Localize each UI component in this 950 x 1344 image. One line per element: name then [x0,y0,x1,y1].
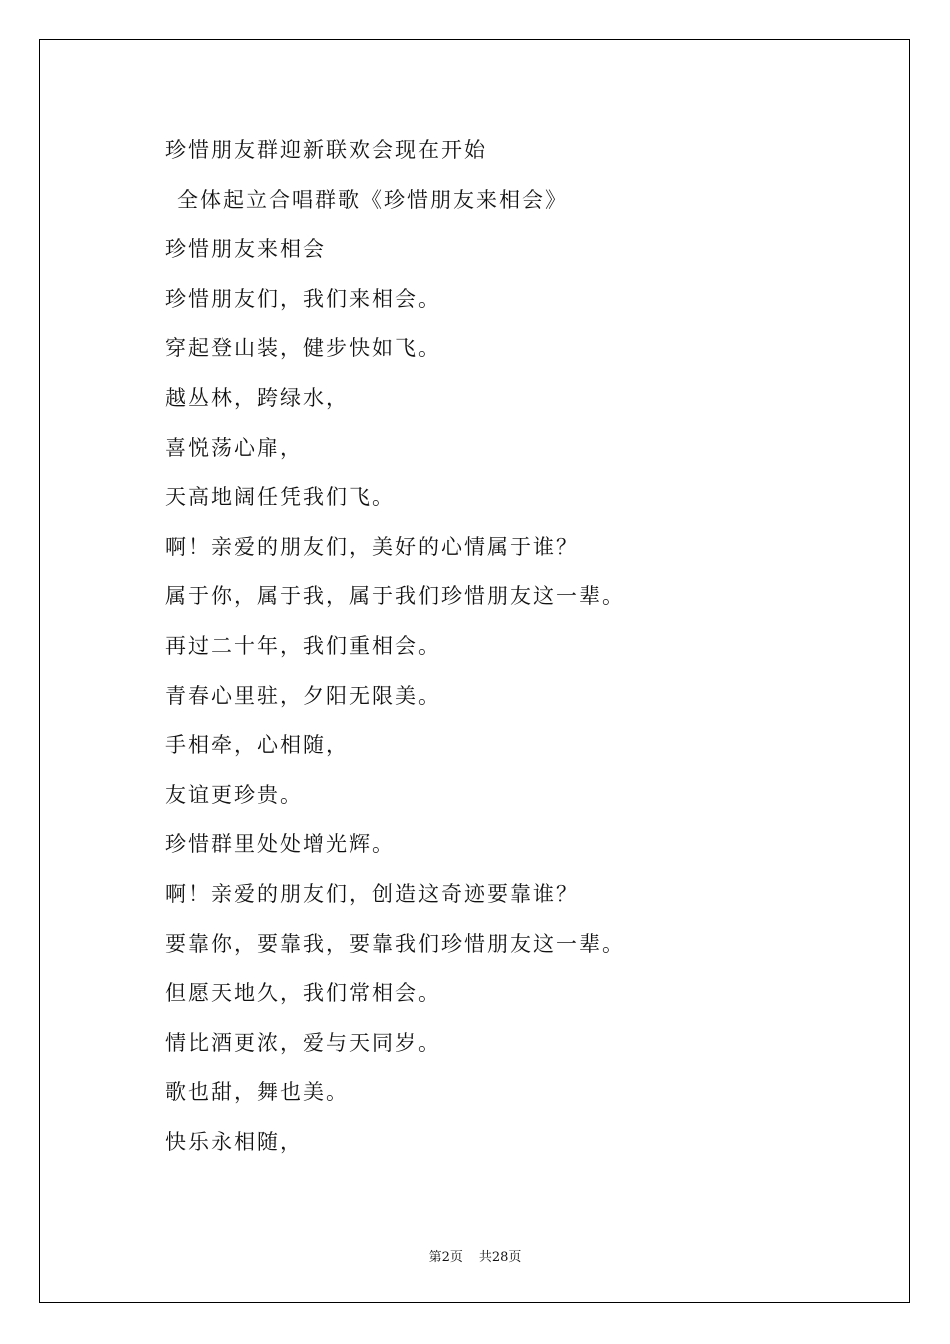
text-line: 珍惜群里处处增光辉。 [165,832,395,857]
text-line: 但愿天地久，我们常相会。 [165,981,441,1006]
text-line: 情比酒更浓，爱与天同岁。 [165,1030,441,1055]
text-line: 越丛林，跨绿水， [165,385,349,410]
page-footer [0,1246,950,1265]
text-line: 再过二十年，我们重相会。 [165,633,441,658]
document-body [165,130,865,1171]
text-line: 全体起立合唱群歌《珍惜朋友来相会》 [177,187,568,212]
page-number: 第2页 [428,1250,463,1265]
text-line: 珍惜朋友们，我们来相会。 [165,286,441,311]
text-line: 歌也甜，舞也美。 [165,1080,349,1105]
text-line: 属于你，属于我，属于我们珍惜朋友这一辈。 [165,584,625,609]
text-line: 穿起登山装，健步快如飞。 [165,336,441,361]
text-line: 啊！亲爱的朋友们，美好的心情属于谁？ [165,534,579,559]
text-line: 珍惜朋友群迎新联欢会现在开始 [165,138,487,162]
text-line: 友谊更珍贵。 [165,782,303,807]
text-line: 喜悦荡心扉， [165,435,303,460]
text-line: 要靠你，要靠我，要靠我们珍惜朋友这一辈。 [165,931,625,956]
text-line: 青春心里驻，夕阳无限美。 [165,683,441,708]
text-line: 手相牵，心相随， [165,733,349,758]
text-line: 啊！亲爱的朋友们，创造这奇迹要靠谁？ [165,881,579,906]
text-line: 珍惜朋友来相会 [165,237,326,262]
text-line: 快乐永相随， [165,1129,303,1154]
page-total: 共28页 [478,1250,522,1265]
text-line: 天高地阔任凭我们飞。 [165,485,395,510]
